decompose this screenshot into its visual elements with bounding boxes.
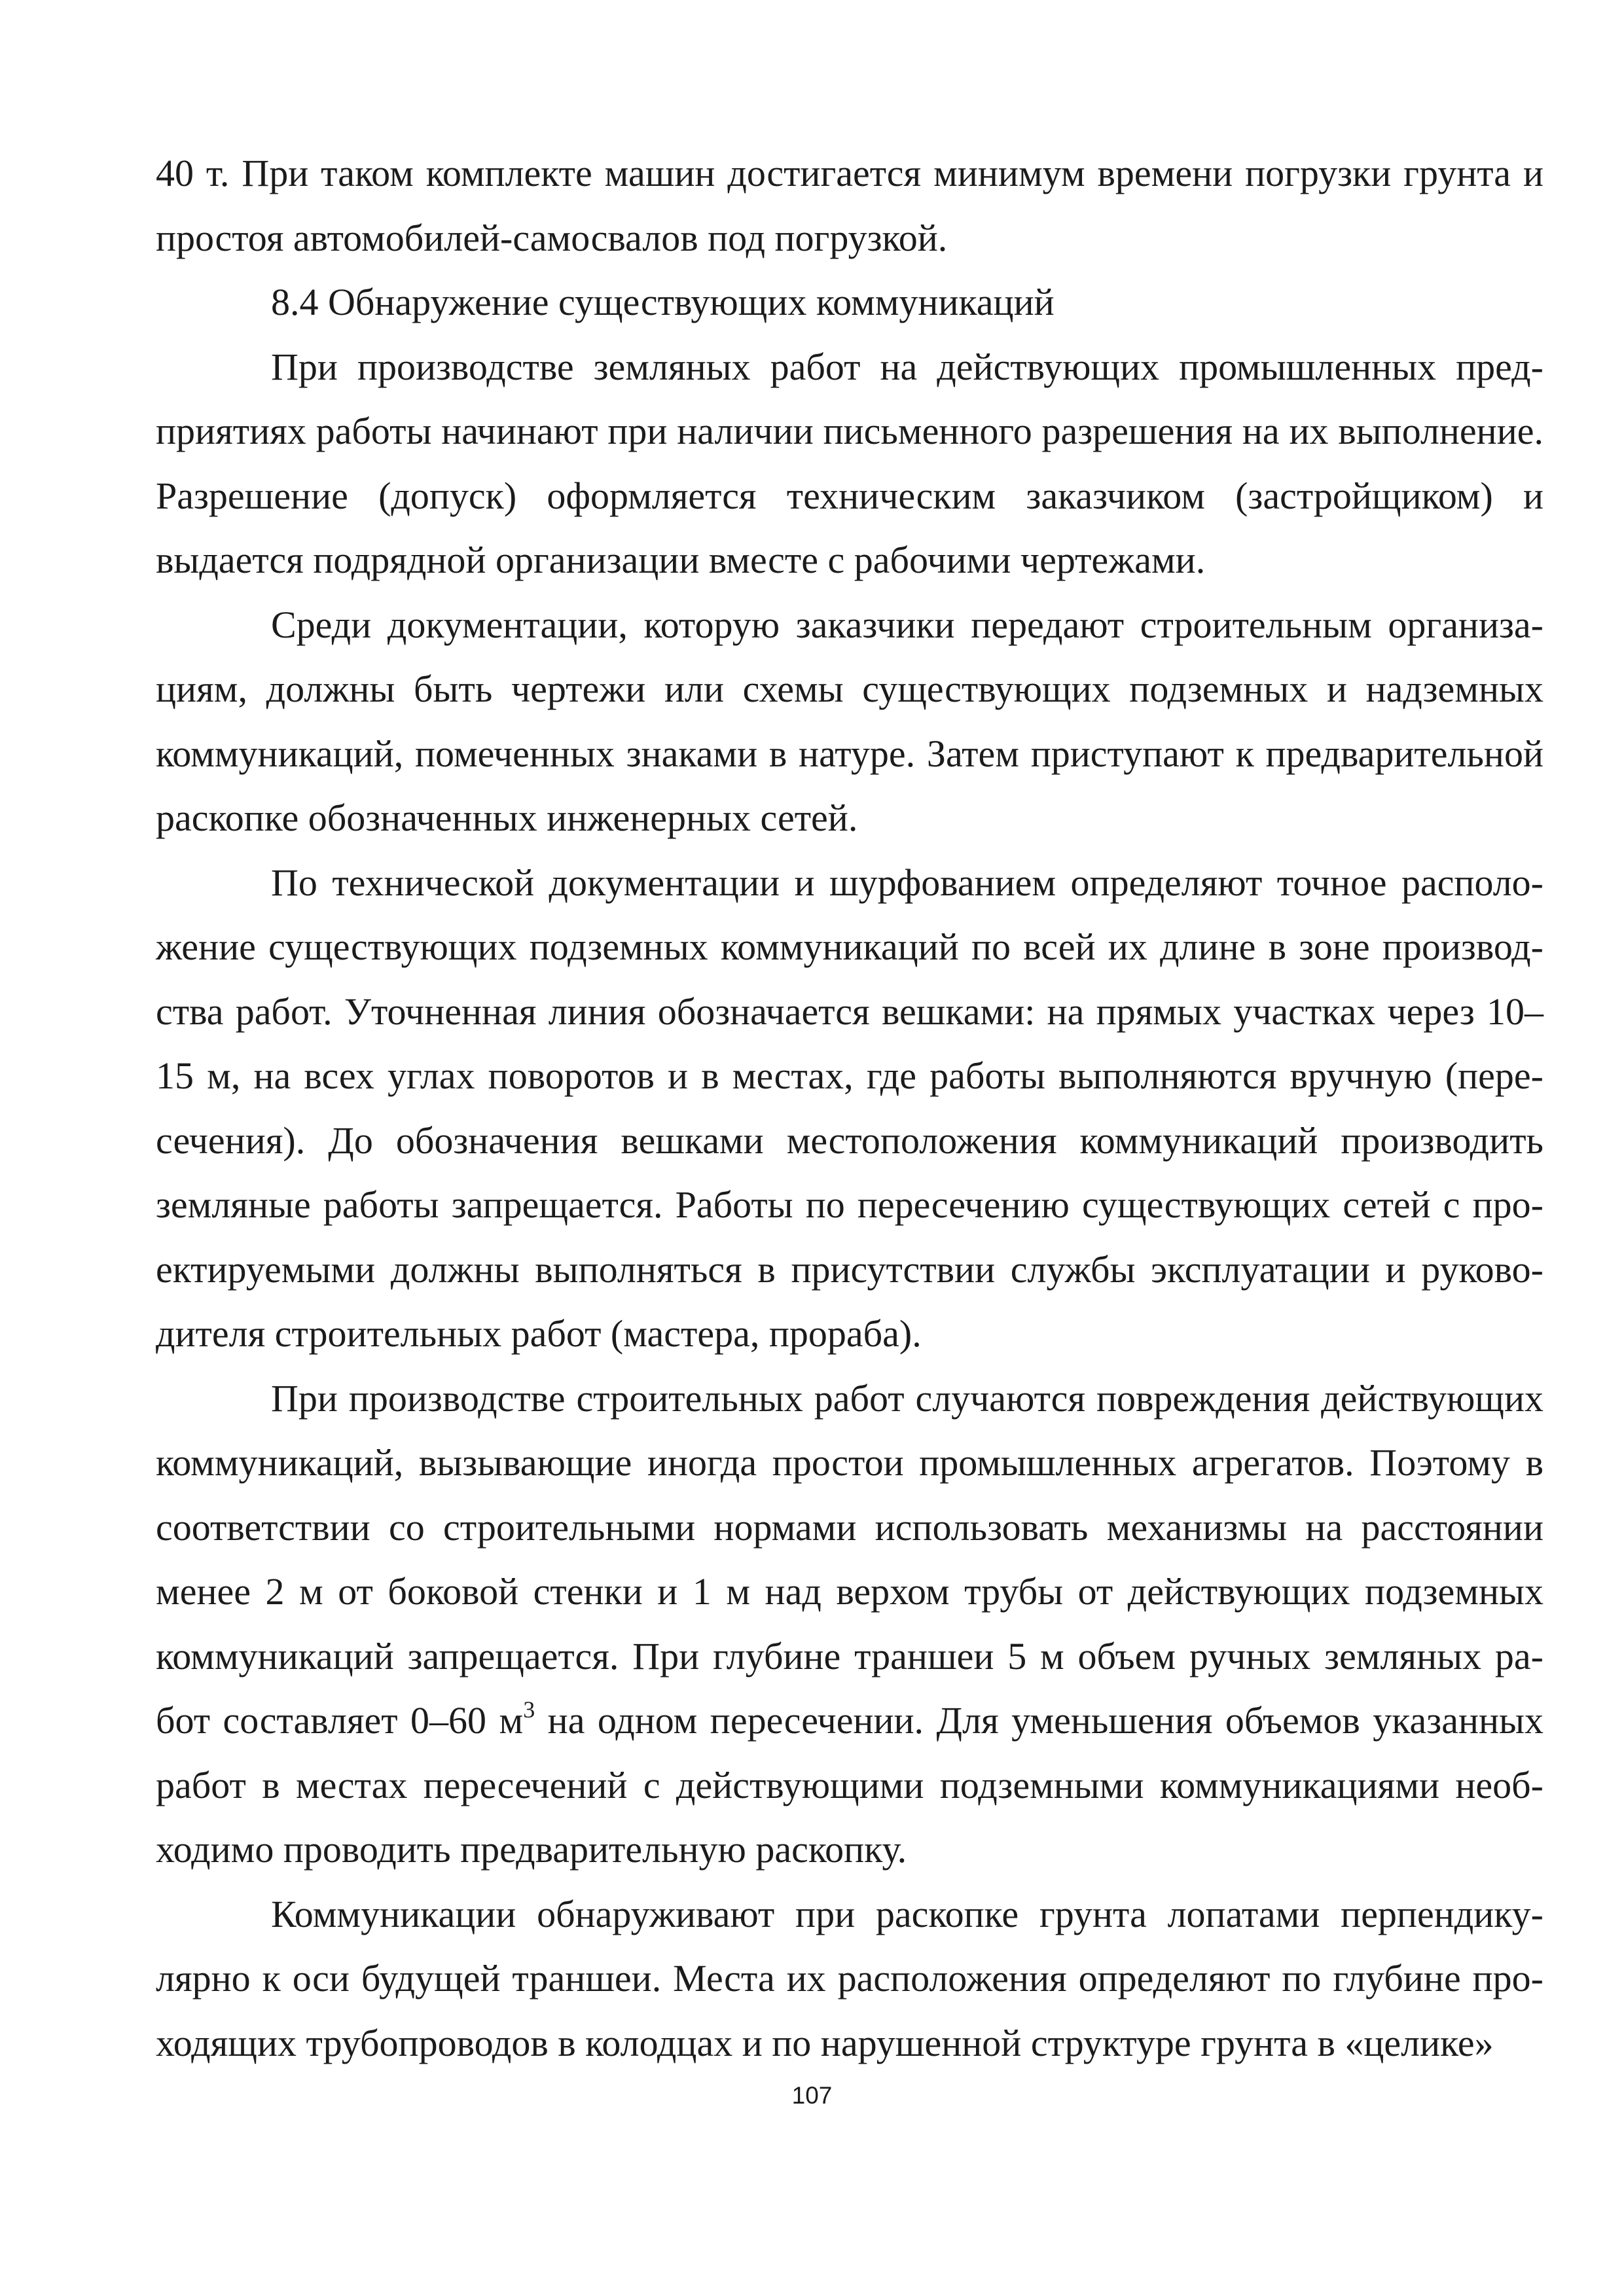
paragraph-documentation: Среди документации, которую заказчики передают строительным организациям, должны быть чертежи или схемы существующих подземных и надземных коммуникаций, помеченных знаками в натуре. Затем приступают к предварительной раскопке обозначенных инженерных сетей. [156, 603, 1543, 839]
paragraph-surveying: По технической документации и шурфованием определяют точное расположение существующих подземных коммуникаций по всей их длине в зоне производства работ. Уточненная линия обозначается вешками: на прямых участках через 10–15 м, на всех углах поворотов и в местах, где работы выполняются вручную (пересечения). До обозначения вешками местоположения коммуникаций производить земляные работы запрещается. Работы по пересечению существующих сетей с проектируемыми должны выполняться в присутствии службы эксплуатации и руководителя строительных работ (мастера, прораба). [156, 861, 1543, 1355]
paragraph-damage [156, 1367, 1543, 1882]
paragraph-damage-text-end: на одном пересечении. Для уменьшения объемов указанных работ в местах пересечений с действующими подземными коммуникациями необходимо проводить предварительную раскопку. [156, 1699, 1543, 1871]
cubic-superscript: 3 [523, 1696, 535, 1723]
continuation-paragraph: 40 т. При таком комплекте машин достигается минимум времени погрузки грунта и простоя автомобилей-самосвалов под погрузкой. [156, 152, 1543, 259]
page-body [156, 141, 1543, 2075]
paragraph-detection: Коммуникации обнаруживают при раскопке грунта лопатами перпендикулярно к оси будущей траншеи. Места их расположения определяют по глубине проходящих трубопроводов в колодцах и по нарушенной структуре грунта в «целике» [156, 1892, 1543, 2064]
paragraph-permission: При производстве земляных работ на действующих промышленных предприятиях работы начинают при наличии письменного разрешения на их выполнение. Разрешение (допуск) оформляется техническим заказчиком (застройщиком) и выдается подрядной организации вместе с рабочими чертежами. [156, 345, 1543, 581]
page-number: 107 [791, 2082, 833, 2109]
section-heading: 8.4 Обнаружение существующих коммуникаций [271, 281, 1055, 323]
paragraph-damage-text-start: При производстве строительных работ случаются повреждения действующих коммуникаций, вызывающие иногда простои промышленных агрегатов. Поэтому в соответствии со строительными нормами использовать механизмы на расстоянии менее 2 м от боковой стенки и 1 м над верхом трубы от действующих подземных коммуникаций запрещается. При глубине траншеи 5 м объем ручных земляных работ составляет 0–60 м [156, 1376, 1543, 1742]
